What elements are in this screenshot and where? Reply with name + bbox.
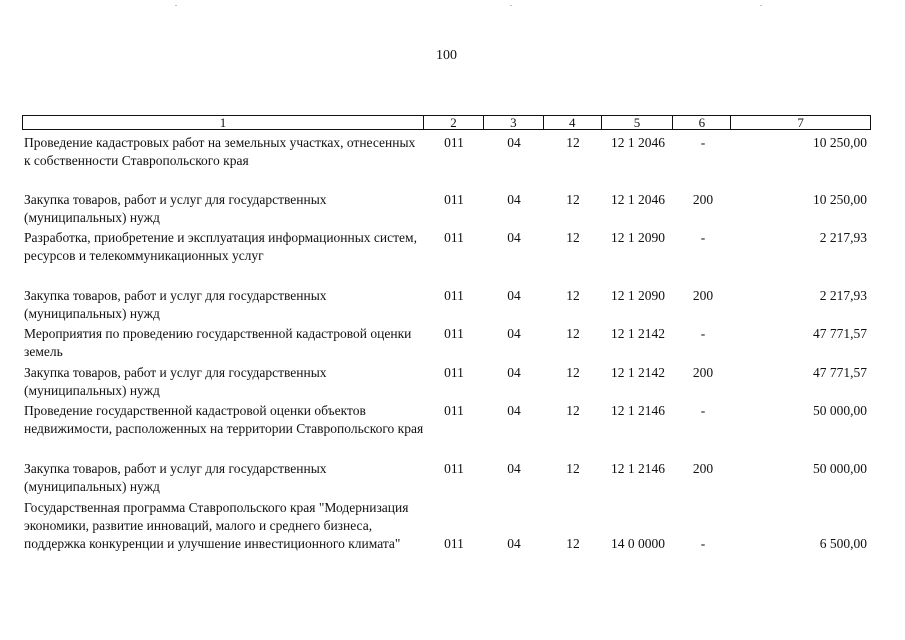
row-name: Закупка товаров, работ и услуг для государственных (муниципальных) нужд [24, 365, 327, 398]
row-code-expense-type: 200 [692, 461, 714, 476]
row-code-subsection: 12 [566, 403, 580, 418]
row-code-expense-type: 200 [692, 192, 714, 207]
page-number: 100 [436, 48, 457, 63]
row-code-target: 12 1 2090 [611, 230, 665, 245]
row-code-ministry: 011 [444, 288, 464, 303]
row-code-section: 04 [507, 461, 521, 476]
row-code-expense-type: - [700, 326, 706, 341]
row-code-expense-type: - [700, 536, 706, 551]
row-code-section: 04 [507, 288, 521, 303]
row-name: Проведение государственной кадастровой оценки объектов недвижимости, расположенных на территории Ставропольского края [24, 403, 424, 436]
scan-speck [510, 5, 512, 6]
table-row [22, 325, 871, 361]
row-code-subsection: 12 [566, 365, 580, 380]
row-name: Проведение кадастровых работ на земельных участках, отнесенных к собственности Ставропольского края [24, 135, 416, 168]
row-code-ministry: 011 [444, 403, 464, 418]
row-code-subsection: 12 [566, 461, 580, 476]
row-code-target: 12 1 2142 [611, 365, 665, 380]
row-code-subsection: 12 [566, 536, 580, 551]
table-row [22, 229, 871, 265]
table-row [22, 460, 871, 496]
row-code-subsection: 12 [566, 230, 580, 245]
row-code-section: 04 [507, 326, 521, 341]
row-code-subsection: 12 [566, 326, 580, 341]
header-cell: 3 [484, 116, 544, 129]
row-code-expense-type: - [700, 135, 706, 150]
row-code-target: 12 1 2090 [611, 288, 665, 303]
row-code-ministry: 011 [444, 326, 464, 341]
row-code-section: 04 [507, 536, 521, 551]
header-cell: 1 [23, 116, 424, 129]
row-name: Мероприятия по проведению государственной кадастровой оценки земель [24, 326, 412, 359]
table-row [22, 191, 871, 227]
row-code-target: 14 0 0000 [611, 536, 665, 551]
row-code-target: 12 1 2146 [611, 461, 665, 476]
table-row [22, 402, 871, 438]
table-row [22, 287, 871, 323]
row-code-section: 04 [507, 230, 521, 245]
row-code-target: 12 1 2142 [611, 326, 665, 341]
header-cell: 5 [602, 116, 674, 129]
row-name: Закупка товаров, работ и услуг для государственных (муниципальных) нужд [24, 288, 327, 321]
row-code-target: 12 1 2146 [611, 403, 665, 418]
row-name: Разработка, приобретение и эксплуатация информационных систем, ресурсов и телекоммуникационных услуг [24, 230, 417, 263]
row-code-subsection: 12 [566, 288, 580, 303]
row-code-expense-type: 200 [692, 288, 714, 303]
row-code-subsection: 12 [566, 192, 580, 207]
row-amount: 6 500,00 [819, 536, 867, 551]
row-code-section: 04 [507, 403, 521, 418]
row-code-ministry: 011 [444, 536, 464, 551]
row-code-target: 12 1 2046 [611, 192, 665, 207]
row-code-ministry: 011 [444, 461, 464, 476]
row-amount: 10 250,00 [813, 135, 867, 150]
table-row [22, 134, 871, 170]
row-code-expense-type: - [700, 403, 706, 418]
row-code-section: 04 [507, 192, 521, 207]
row-code-target: 12 1 2046 [611, 135, 665, 150]
row-amount: 2 217,93 [819, 230, 867, 245]
row-code-ministry: 011 [444, 192, 464, 207]
row-code-subsection: 12 [566, 135, 580, 150]
scan-speck [175, 5, 177, 6]
scan-speck [760, 5, 762, 6]
row-code-expense-type: - [700, 230, 706, 245]
row-code-ministry: 011 [444, 230, 464, 245]
table-row [22, 499, 871, 553]
row-code-ministry: 011 [444, 365, 464, 380]
header-cell: 2 [424, 116, 484, 129]
row-code-ministry: 011 [444, 135, 464, 150]
row-amount: 10 250,00 [813, 192, 867, 207]
row-name: Закупка товаров, работ и услуг для государственных (муниципальных) нужд [24, 461, 327, 494]
row-code-expense-type: 200 [692, 365, 714, 380]
row-amount: 50 000,00 [813, 461, 867, 476]
header-cell: 4 [544, 116, 602, 129]
row-name: Закупка товаров, работ и услуг для государственных (муниципальных) нужд [24, 192, 327, 225]
table-header-row [22, 115, 871, 130]
row-code-section: 04 [507, 365, 521, 380]
table-row [22, 364, 871, 400]
row-code-section: 04 [507, 135, 521, 150]
header-cell: 6 [673, 116, 731, 129]
row-amount: 47 771,57 [813, 365, 867, 380]
row-amount: 47 771,57 [813, 326, 867, 341]
row-name: Государственная программа Ставропольского края "Модернизация экономики, развитие инноваций, малого и среднего бизнеса, поддержка конкуренции и улучшение инвестиционного климата" [24, 500, 409, 551]
header-cell: 7 [797, 115, 804, 130]
row-amount: 50 000,00 [813, 403, 867, 418]
row-amount: 2 217,93 [819, 288, 867, 303]
